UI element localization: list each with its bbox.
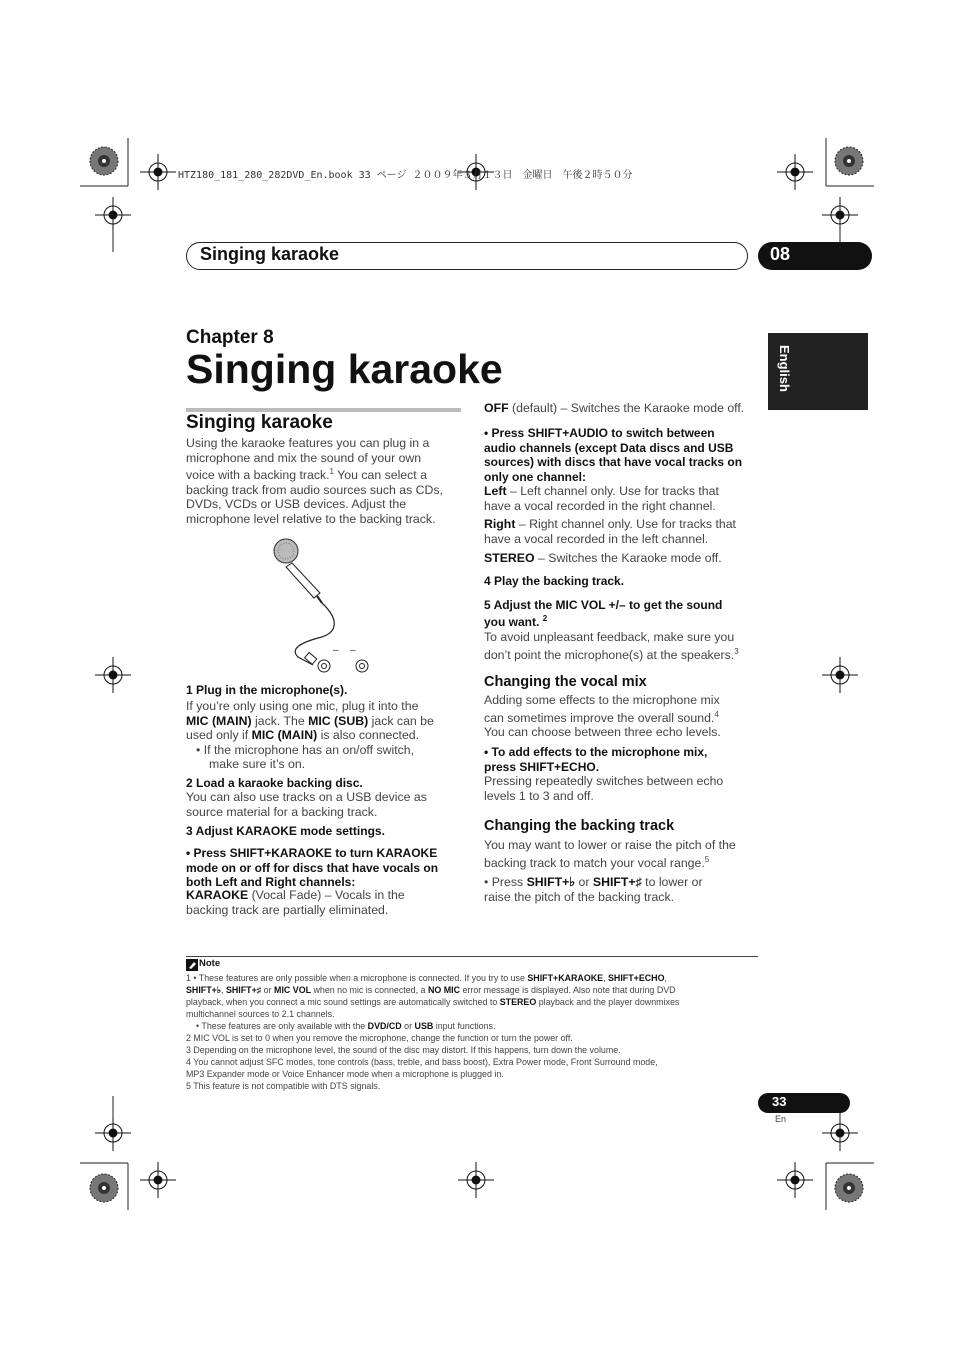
echo-text: Pressing repeatedly switches between echo levels 1 to 3 and off.: [484, 774, 724, 803]
registration-mark-icon: [777, 1162, 813, 1198]
echo-bullet: • To add effects to the microphone mix, press SHIFT+ECHO.: [484, 745, 708, 774]
karaoke-option: KARAOKE (Vocal Fade) – Vocals in the backing track are partially eliminated.: [186, 888, 405, 917]
language-tab-label: English: [777, 345, 792, 392]
off-option: OFF (default) – Switches the Karaoke mode off.: [484, 401, 745, 415]
vocal-mix-text: Adding some effects to the microphone mix can sometimes improve the overall sound.$^4$ You can choose between three echo levels.: [484, 693, 721, 740]
registration-mark-icon: [95, 657, 131, 693]
footnotes: 1 • These features are only possible when a microphone is connected. If you try to use SHIFT+KARAOKE, SHIFT+ECHO, SHIFT+♭, SHIFT+♯ or MIC VOL when no mic is connected, a NO MIC error message is displayed. Also note that during DVD playback, when you connect a mic sound settings are automatically switched to STEREO playback and the player downmixes multichannel sources to 2.1 channels. • These features are only available with the DVD/CD or USB input functions. 2 MIC VOL is set to 0 when you remove the microphone, change the function or turn the power off. 3 Depending on the microphone level, the sound of the disc may distort. If this happens, turn down the volume. 4 You cannot adjust SFC modes, tone controls (bass, treble, and bass boost), Extra Power mode, Front Surround mode, MP3 Expander mode or Voice Enhancer mode when a microphone is plugged in. 5 This feature is not compatible with DTS signals.: [186, 973, 680, 1091]
page-language-code: En: [775, 1114, 787, 1124]
step-1-title: 1 Plug in the microphone(s).: [186, 683, 348, 697]
step-2-text: You can also use tracks on a USB device as source material for a backing track.: [186, 790, 427, 819]
step-4-title: 4 Play the backing track.: [484, 574, 625, 588]
section-heading: Singing karaoke: [186, 412, 333, 433]
audio-bullet: • Press SHIFT+AUDIO to switch between audio channels (except Data discs and USB sources) with discs that have vocal tracks on only one channel:: [484, 426, 743, 484]
registration-mark-icon: [95, 1115, 131, 1151]
note-divider: [186, 956, 758, 957]
karaoke-bullet: • Press SHIFT+KARAOKE to turn KARAOKE mode on or off for discs that have vocals on both Left and Right channels:: [186, 846, 439, 889]
stereo-option: STEREO – Switches the Karaoke mode off.: [484, 551, 722, 565]
note-icon: [186, 959, 198, 971]
vocal-mix-heading: Changing the vocal mix: [484, 674, 647, 690]
figure-label: –: [333, 645, 339, 656]
page-number: 33: [772, 1094, 787, 1109]
figure-label: –: [350, 645, 356, 656]
backing-track-heading: Changing the backing track: [484, 818, 675, 834]
left-option: Left – Left channel only. Use for tracks that have a vocal recorded in the right channel.: [484, 484, 719, 513]
step-5-title: 5 Adjust the MIC VOL +/– to get the sound you want. $^2$: [484, 598, 723, 629]
step-2-title: 2 Load a karaoke backing disc.: [186, 776, 363, 790]
color-bar-mark-icon: [90, 147, 118, 175]
right-option: Right – Right channel only. Use for tracks that have a vocal recorded in the left channel.: [484, 517, 736, 546]
registration-mark-icon: [458, 1162, 494, 1198]
registration-mark-icon: [140, 1162, 176, 1198]
registration-mark-icon: [822, 1115, 858, 1151]
color-bar-mark-icon: [835, 147, 863, 175]
microphone-illustration: [268, 533, 378, 675]
registration-mark-icon: [140, 154, 176, 190]
step-5-text: To avoid unpleasant feedback, make sure you don’t point the microphone(s) at the speakers.$^3$: [484, 630, 739, 662]
registration-mark-icon: [777, 154, 813, 190]
step-1-text: If you’re only using one mic, plug it into the MIC (MAIN) jack. The MIC (SUB) jack can be used only if MIC (MAIN) is also connected. • If the microphone has an on/off switch, make sure it’s on.: [186, 699, 434, 772]
backing-track-text: You may want to lower or raise the pitch of the backing track to match your vocal range.$^5$ • Press SHIFT+♭ or SHIFT+♯ to lower or raise the pitch of the backing track.: [484, 838, 736, 904]
step-3-title: 3 Adjust KARAOKE mode settings.: [186, 824, 385, 838]
registration-mark-icon: [822, 197, 858, 233]
registration-mark-icon: [822, 657, 858, 693]
color-bar-mark-icon: [835, 1174, 863, 1202]
chapter-number: 08: [770, 244, 791, 264]
color-bar-mark-icon: [90, 1174, 118, 1202]
registration-mark-icon: [95, 197, 131, 233]
intro-paragraph: Using the karaoke features you can plug in a microphone and mix the sound of your own voice with a backing track.$^1$ You can select a backing track from audio sources such as CDs, DVDs, VCDs or USB devices. Adjust the microphone level relative to the backing track.: [186, 436, 443, 526]
file-info-header: HTZ180_181_280_282DVD_En.book 33 ページ ２００９年３月１３日 金曜日 午後２時５０分: [178, 170, 633, 181]
section-header-title: Singing karaoke: [200, 244, 340, 264]
chapter-label: Chapter 8: [186, 327, 274, 348]
note-label: Note: [199, 958, 221, 969]
page-title: Singing karaoke: [186, 346, 503, 392]
